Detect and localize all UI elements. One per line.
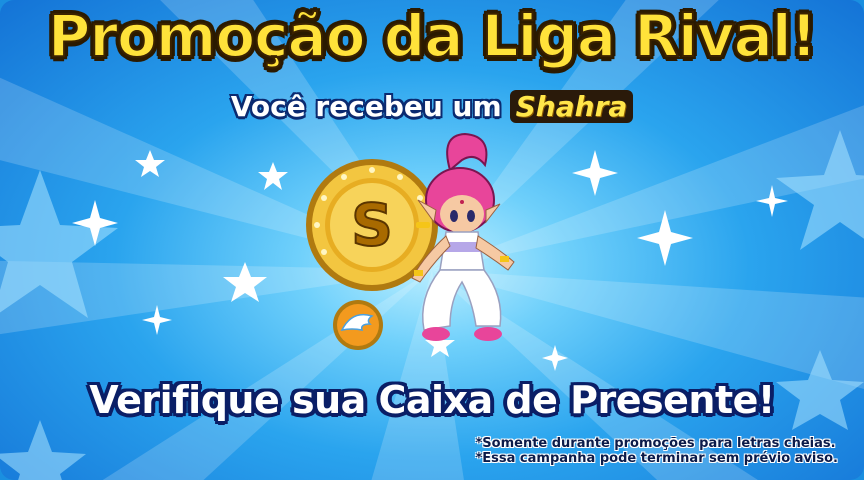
subtitle-prefix: Você recebeu um <box>230 90 502 123</box>
medal-letter: S <box>351 191 393 259</box>
check-gift-box-message: Verifique sua Caixa de Presente! <box>89 378 775 422</box>
disclaimer-notes <box>475 436 838 466</box>
character-name: Shahra <box>510 90 634 123</box>
reward-illustration <box>300 130 560 360</box>
reward-subtitle <box>0 90 864 123</box>
promo-title: Promoção da Liga Rival! <box>47 2 817 70</box>
disclaimer-line: *Somente durante promoções para letras cheias. <box>475 436 836 451</box>
disclaimer-line: *Essa campanha pode terminar sem prévio aviso. <box>475 451 838 466</box>
wing-badge-icon <box>333 300 383 350</box>
